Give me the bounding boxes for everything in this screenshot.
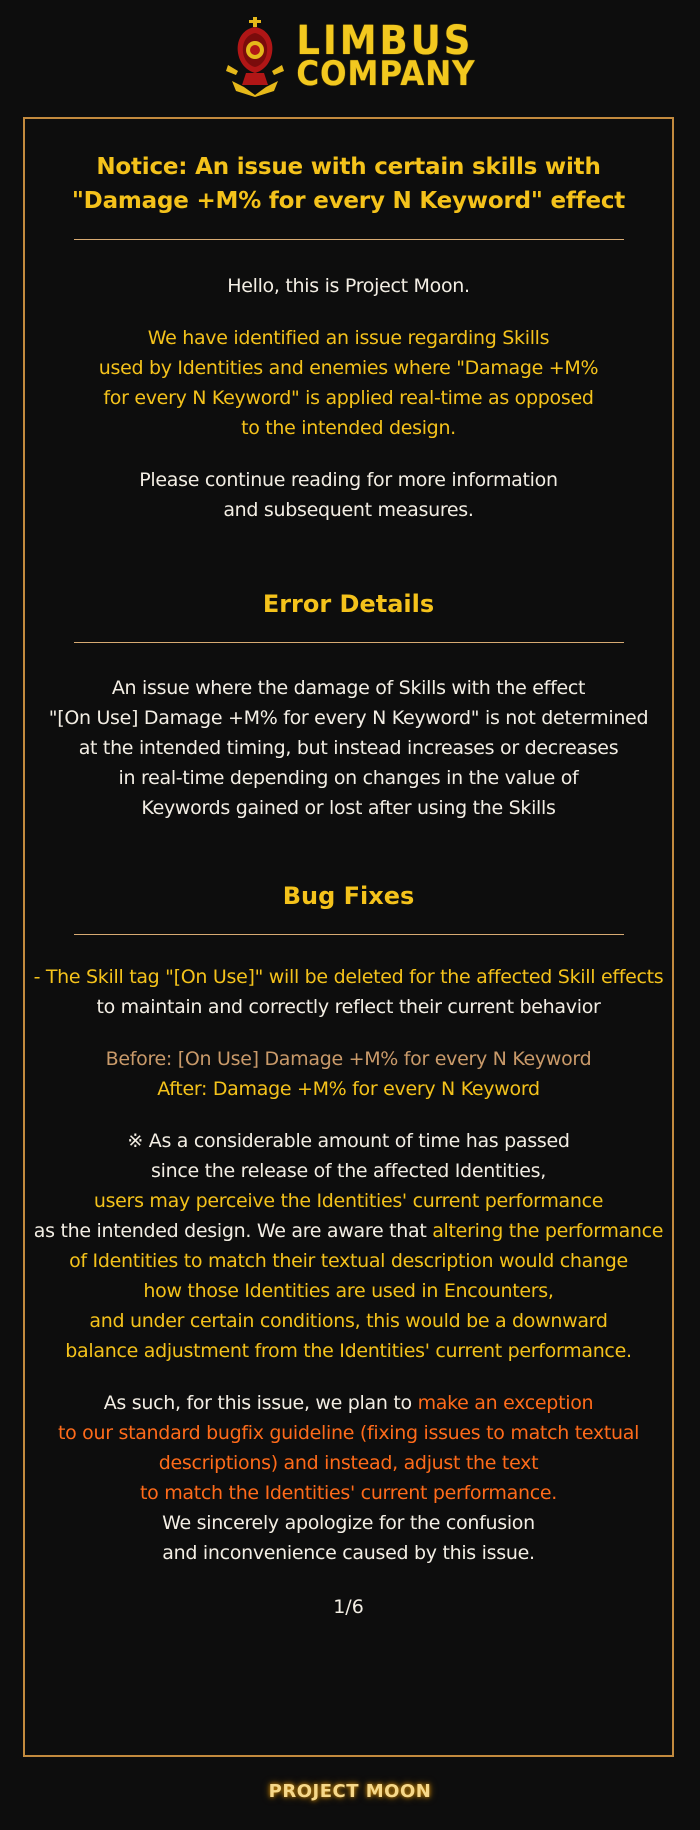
- error-details-heading: Error Details: [262, 590, 435, 618]
- note-line: and under certain conditions, this would be a downward: [89, 1310, 608, 1332]
- note-line: how those Identities are used in Encounters,: [143, 1280, 554, 1302]
- plan-line: descriptions) and instead, adjust the text: [158, 1452, 539, 1474]
- error-line: Keywords gained or lost after using the Skills: [141, 797, 556, 819]
- logo: [0, 14, 700, 98]
- error-details-body: [23, 673, 674, 823]
- bug-fixes-heading: Bug Fixes: [282, 882, 415, 910]
- error-line: in real-time depending on changes in the value of: [118, 767, 579, 789]
- plan-line: to our standard bugfix guideline (fixing issues to match textual: [57, 1422, 640, 1444]
- notice-title-line-2: "Damage +M% for every N Keyword" effect: [71, 188, 626, 214]
- intro-line: used by Identities and enemies where "Damage +M%: [98, 357, 599, 379]
- footer-brand: PROJECT MOON: [268, 1781, 432, 1802]
- logo-line-2: COMPANY: [296, 54, 476, 94]
- note-line: since the release of the affected Identities,: [151, 1160, 546, 1182]
- plan-line: to match the Identities' current performance.: [140, 1482, 557, 1504]
- plan-line-part: As such, for this issue, we plan to: [103, 1392, 418, 1414]
- notice-title-line-1: Notice: An issue with certain skills with: [96, 154, 601, 180]
- continue-line: Please continue reading for more information: [139, 469, 558, 491]
- error-details-divider: [74, 642, 624, 643]
- intro-paragraph: [23, 323, 674, 443]
- intro-line: for every N Keyword" is applied real-time as opposed: [103, 387, 594, 409]
- title-divider: [74, 239, 624, 240]
- error-line: "[On Use] Damage +M% for every N Keyword" is not determined: [48, 707, 649, 729]
- note-line: balance adjustment from the Identities' current performance.: [65, 1340, 632, 1362]
- note-line-part: as the intended design. We are aware that: [33, 1220, 433, 1242]
- bug-fixes-divider: [74, 934, 624, 935]
- before-line: Before: [On Use] Damage +M% for every N Keyword: [105, 1048, 592, 1070]
- plan-line: [23, 1388, 674, 1418]
- continue-paragraph: [23, 465, 674, 525]
- page-indicator: 1/6: [333, 1596, 364, 1618]
- intro-line: We have identified an issue regarding Skills: [147, 327, 550, 349]
- logo-line-1: LIMBUS: [296, 17, 474, 64]
- fix-line-2: to maintain and correctly reflect their current behavior: [96, 996, 601, 1018]
- note-line: [13, 1216, 684, 1246]
- error-line: at the intended timing, but instead increases or decreases: [78, 737, 619, 759]
- apology-line: We sincerely apologize for the confusion: [162, 1512, 535, 1534]
- intro-line: to the intended design.: [241, 417, 456, 439]
- error-line: An issue where the damage of Skills with the effect: [111, 677, 586, 699]
- continue-line: and subsequent measures.: [223, 499, 474, 521]
- note-paragraph: [13, 1126, 684, 1366]
- note-line: ※ As a considerable amount of time has passed: [127, 1130, 570, 1152]
- apology-line: and inconvenience caused by this issue.: [162, 1542, 535, 1564]
- fix-line-1: - The Skill tag "[On Use]" will be deleted for the affected Skill effects: [33, 966, 664, 988]
- limbus-emblem-icon: [224, 15, 286, 97]
- note-highlight: altering the performance: [432, 1220, 664, 1242]
- greeting: Hello, this is Project Moon.: [227, 275, 470, 297]
- logo-wordmark: [296, 17, 476, 94]
- fix-paragraph: [13, 962, 684, 1022]
- note-line: of Identities to match their textual description would change: [69, 1250, 628, 1272]
- notice-content: [23, 117, 674, 1618]
- plan-highlight: make an exception: [417, 1392, 594, 1414]
- before-after: [23, 1044, 674, 1104]
- notice-title: [23, 150, 674, 218]
- plan-paragraph: [23, 1388, 674, 1568]
- after-line: After: Damage +M% for every N Keyword: [157, 1078, 540, 1100]
- note-line: users may perceive the Identities' current performance: [93, 1190, 604, 1212]
